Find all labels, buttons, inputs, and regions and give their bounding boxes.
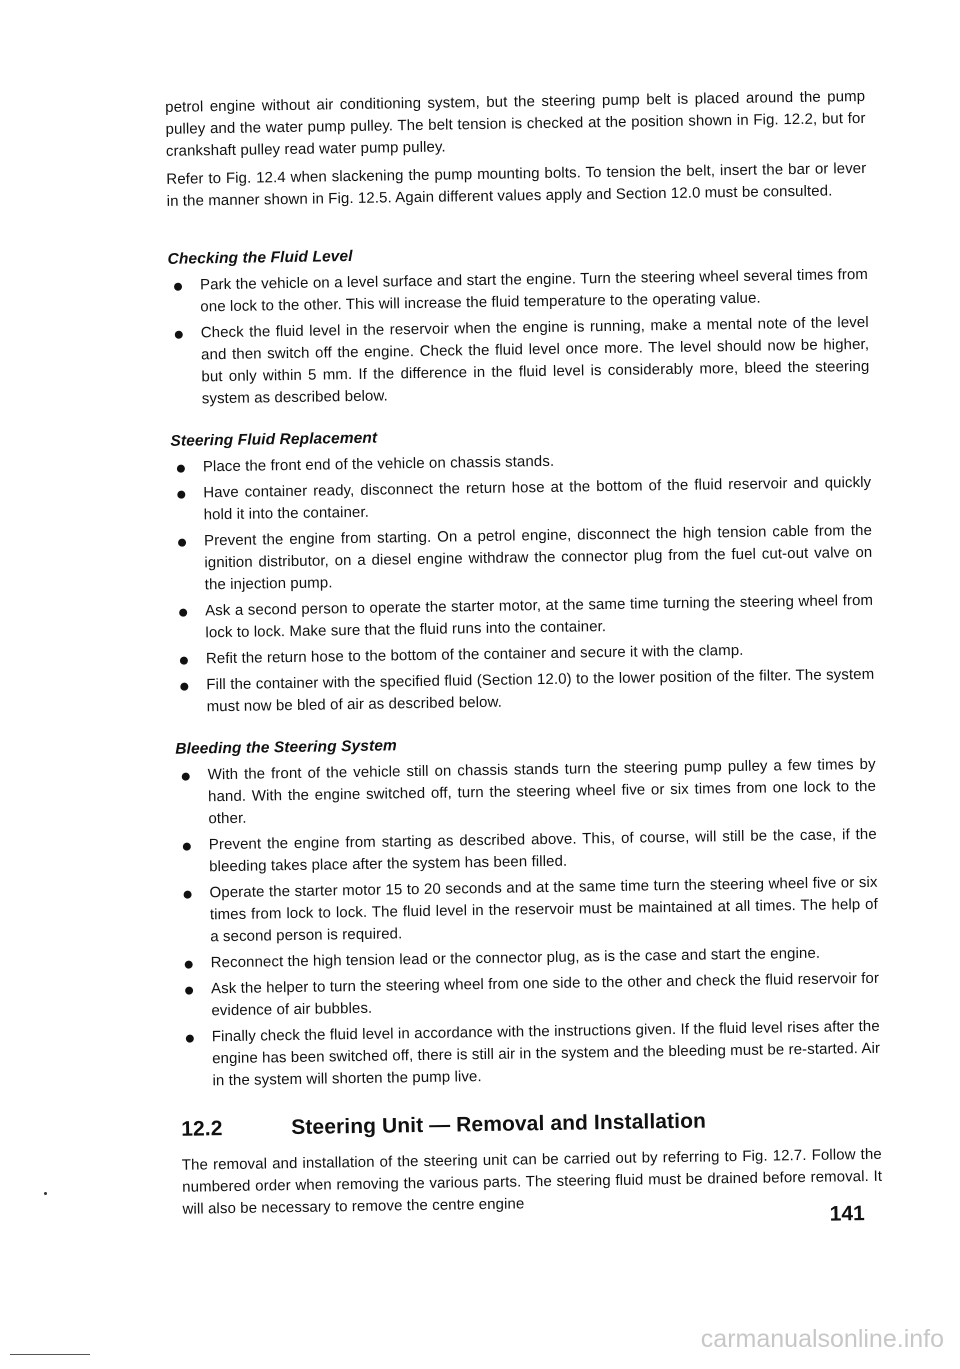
list-item: Fill the container with the specified fluid (Section 12.0) to the lower position of the filter. The system must now be bled of air as described below. [174, 664, 875, 719]
list-item: Ask a second person to operate the starter motor, at the same time turning the steering wheel from lock to lock. Make sure that the fluid runs into the container. [173, 590, 874, 645]
subheading-fluid-replacement: Steering Fluid Replacement [170, 429, 378, 450]
list-item: Finally check the fluid level in accordance with the instructions given. If the fluid level rises after the engine has been switched off, there is still air in the system and the bleeding must be re-started. Air in the system will shorten the pump live. [180, 1016, 881, 1093]
section-heading-12-2 [181, 1108, 881, 1141]
list-item: Park the vehicle on a level surface and start the engine. Turn the steering wheel several times from one lock to the other. This will increase the fluid temperature to the operating value. [168, 264, 869, 319]
list-item: Reconnect the high tension lead or the connector plug, as is the case and start the engine. [179, 942, 879, 975]
list-item: Place the front end of the vehicle on chassis stands. [171, 446, 871, 479]
list-item: Check the fluid level in the reservoir when the engine is running, make a mental note of the level and then switch off the engine. Check the fluid level once more. The level should now be higher, but only within 5 mm. If the difference in the fluid level is considerably more, bleed the steering system as described below. [169, 312, 870, 411]
page-content [165, 86, 883, 1227]
fluid-replacement-list [171, 446, 875, 719]
intro-paragraph-1: petrol engine without air conditioning system, but the steering pump belt is placed around the pump pulley and the water pump pulley. The belt tension is checked at the position shown in Fig. 12.2, but for crankshaft pulley read water pump pulley. [165, 87, 866, 160]
list-item: Refit the return hose to the bottom of the container and secure it with the clamp. [174, 638, 874, 671]
page-number: 141 [829, 1202, 865, 1226]
section-number: 12.2 [181, 1117, 223, 1141]
list-item: Have container ready, disconnect the return hose at the bottom of the fluid reservoir and quickly hold it into the container. [171, 472, 872, 527]
list-item: Prevent the engine from starting as described above. This, of course, will still be the case, if the bleeding takes place after the system has been filled. [177, 824, 878, 879]
scan-mark [10, 1354, 90, 1355]
section-title: Steering Unit — Removal and Installation [291, 1109, 707, 1140]
scan-speck [44, 1192, 47, 1195]
subheading-checking-fluid-level: Checking the Fluid Level [167, 247, 353, 268]
list-item: With the front of the vehicle still on chassis stands turn the steering pump pulley a few times by hand. With the engine switched off, turn the steering wheel five or six times from one lock to the other. [176, 754, 877, 831]
section-12-2-body: The removal and installation of the steering unit can be carried out by referring to Fig. 12.7. Follow the numbered order when removing the various parts. The steering fluid must be drained before removal. It will also be necessary to remove the centre engine [181, 1145, 883, 1218]
intro-paragraph-2: Refer to Fig. 12.4 when slackening the pump mounting bolts. To tension the belt, insert the bar or lever in the manner shown in Fig. 12.5. Again different values apply and Section 12.0 must be consulted. [166, 159, 867, 210]
checking-fluid-list [168, 264, 870, 411]
list-item: Operate the starter motor 15 to 20 seconds and at the same time turn the steering wheel five or six times from lock to lock. The fluid level in the reservoir must be maintained at all times. The help of a second person is required. [177, 872, 878, 949]
list-item: Ask the helper to turn the steering wheel from one side to the other and check the fluid reservoir for evidence of air bubbles. [179, 968, 880, 1023]
watermark: carmanualsonline.info [700, 1325, 944, 1353]
bleeding-system-list [176, 754, 881, 1093]
list-item: Prevent the engine from starting. On a petrol engine, disconnect the high tension cable from the ignition distributor, on a diesel engine withdraw the connector plug from the fuel cut-out valve on the injection pump. [172, 520, 873, 597]
subheading-bleeding-system: Bleeding the Steering System [175, 737, 398, 758]
